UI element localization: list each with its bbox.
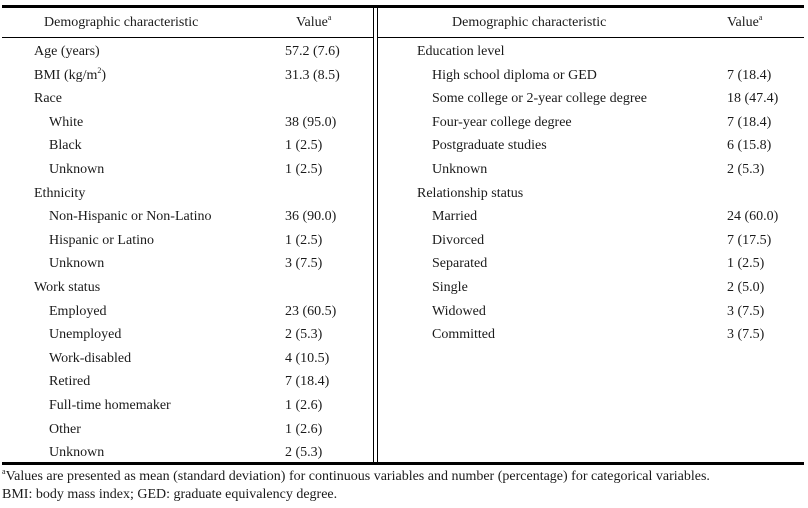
row-value: 1 (2.6) (285, 421, 323, 437)
row-label-text: Retired (49, 374, 91, 390)
table-row (378, 88, 804, 112)
row-label-text: Unknown (49, 161, 105, 177)
row-label-text: Age (years) (34, 44, 100, 59)
row-label-text: Some college or 2-year college degree (432, 91, 647, 107)
row-label-text: High school diploma or GED (432, 67, 597, 83)
header-characteristic: Demographic characteristic (452, 15, 607, 30)
row-label (49, 256, 104, 272)
table-row (378, 135, 804, 159)
left-header (0, 8, 373, 37)
row-value: 3 (7.5) (727, 303, 765, 319)
table-row (0, 159, 373, 183)
row-label-text: Other (49, 421, 81, 437)
row-label (49, 398, 171, 414)
row-value: 1 (2.6) (285, 397, 323, 413)
footnote-abbreviations: BMI: body mass index; GED: graduate equivalency degree. (2, 487, 338, 502)
table-row (0, 206, 373, 230)
table-row (0, 112, 373, 136)
header-rule-right (378, 37, 804, 38)
footnote-a (2, 469, 710, 485)
row-value: 7 (18.4) (727, 67, 772, 83)
row-value: 2 (5.0) (727, 279, 765, 295)
row-label-text: Relationship status (417, 185, 524, 201)
category-label (417, 44, 504, 60)
row-value: 38 (95.0) (285, 114, 337, 130)
row-label-end: ) (101, 67, 107, 83)
row-label (432, 209, 477, 225)
row-label (49, 233, 154, 249)
header-value-label: Value (727, 15, 759, 30)
row-label-text: Work-disabled (49, 350, 132, 366)
row-label-text: Married (432, 209, 478, 225)
row-value: 36 (90.0) (285, 209, 337, 225)
row-label (432, 233, 484, 249)
row-value: 1 (2.5) (285, 161, 323, 177)
row-label (432, 91, 647, 107)
row-label (49, 374, 90, 390)
table-row (0, 348, 373, 372)
header-rule-left (2, 37, 373, 38)
row-label-text: Postgraduate studies (432, 138, 547, 154)
row-value: 7 (17.5) (727, 232, 772, 248)
row-label-text: Employed (49, 303, 107, 319)
row-label (432, 115, 572, 131)
table-row (378, 159, 804, 183)
row-value: 1 (2.5) (285, 232, 323, 248)
table-row (0, 395, 373, 419)
row-label-text: Single (432, 279, 468, 295)
category-label (34, 186, 85, 202)
row-label (432, 162, 487, 178)
row-label-text: Unemployed (49, 327, 122, 343)
row-label (432, 256, 487, 272)
header-value-sup: a (327, 13, 332, 22)
row-label (432, 304, 486, 320)
row-label-text: Non-Hispanic or Non-Latino (49, 209, 212, 225)
category-row (378, 183, 804, 207)
category-row (0, 88, 373, 112)
row-label-text: Black (49, 138, 82, 154)
category-label (34, 65, 107, 84)
row-label-text: Race (34, 91, 62, 107)
table-row (0, 419, 373, 443)
table-row (378, 301, 804, 325)
row-label-text: Unknown (49, 445, 105, 461)
table-row (0, 230, 373, 254)
row-value: 3 (7.5) (285, 256, 323, 272)
category-label (417, 186, 523, 202)
table-row (378, 277, 804, 301)
row-value: 2 (5.3) (727, 161, 765, 177)
header-value (296, 15, 331, 31)
row-value: 1 (2.5) (285, 138, 323, 154)
category-row (0, 277, 373, 301)
row-value: 6 (15.8) (727, 138, 772, 154)
row-label (49, 162, 104, 178)
row-label (49, 304, 107, 320)
row-label (49, 138, 82, 154)
row-value: 18 (47.4) (727, 91, 779, 107)
table-row (0, 324, 373, 348)
table-row (378, 230, 804, 254)
row-label-text: Four-year college degree (432, 114, 572, 130)
header-value-label: Value (296, 15, 328, 30)
row-label-text: Full-time homemaker (49, 397, 171, 413)
bottom-rule (2, 462, 804, 465)
row-label-text: Hispanic or Latino (49, 232, 154, 248)
row-label-text: Committed (432, 327, 495, 343)
row-label-sup: 2 (97, 65, 102, 75)
row-label-text: Work status (34, 279, 101, 295)
row-label-text: Separated (432, 256, 488, 272)
row-value: 23 (60.5) (285, 303, 337, 319)
row-label (432, 280, 468, 296)
column-divider-left (373, 8, 374, 462)
footnote-sup: a (2, 467, 6, 476)
category-row (0, 183, 373, 207)
row-value: 57.2 (7.6) (285, 44, 340, 59)
header-value (727, 15, 762, 31)
category-row (378, 41, 804, 65)
row-label (432, 68, 597, 84)
table-row (378, 65, 804, 89)
table-row (378, 206, 804, 230)
right-rows (378, 41, 804, 348)
table-row (378, 253, 804, 277)
row-value: 4 (10.5) (285, 350, 330, 366)
category-label (34, 280, 100, 296)
row-value: 7 (18.4) (727, 114, 772, 130)
row-label (432, 138, 547, 154)
row-value: 1 (2.5) (727, 256, 765, 272)
row-value: 3 (7.5) (727, 327, 765, 343)
category-label (34, 44, 100, 60)
row-label-text: White (49, 114, 84, 130)
table-row (0, 253, 373, 277)
row-label-text: BMI (kg/m (34, 67, 98, 83)
category-row (0, 41, 373, 65)
table-row (378, 324, 804, 348)
row-label-text: Ethnicity (34, 185, 86, 201)
row-label-text: Education level (417, 44, 505, 59)
table-row (0, 301, 373, 325)
left-rows (0, 41, 373, 466)
row-value: 7 (18.4) (285, 374, 330, 390)
row-label (49, 422, 81, 438)
category-label (34, 91, 62, 107)
header-value-sup: a (758, 13, 763, 22)
header-characteristic: Demographic characteristic (44, 15, 199, 30)
row-label (49, 115, 83, 131)
row-label (49, 445, 104, 461)
row-label-text: Widowed (432, 303, 486, 319)
row-value: 2 (5.3) (285, 327, 323, 343)
right-header (378, 8, 804, 37)
category-row (0, 65, 373, 89)
table-row (0, 371, 373, 395)
table-row (0, 135, 373, 159)
row-label (49, 327, 121, 343)
row-label-text: Unknown (432, 161, 488, 177)
row-value: 2 (5.3) (285, 445, 323, 461)
row-label (49, 351, 131, 367)
table-row (378, 112, 804, 136)
row-value: 24 (60.0) (727, 209, 779, 225)
row-label (49, 209, 212, 225)
row-label (432, 327, 495, 343)
row-label-text: Unknown (49, 256, 105, 272)
row-label-text: Divorced (432, 232, 485, 248)
row-value: 31.3 (8.5) (285, 67, 340, 83)
footnote-text: Values are presented as mean (standard deviation) for continuous variables and number (percentage) for categorical variables. (5, 469, 710, 484)
